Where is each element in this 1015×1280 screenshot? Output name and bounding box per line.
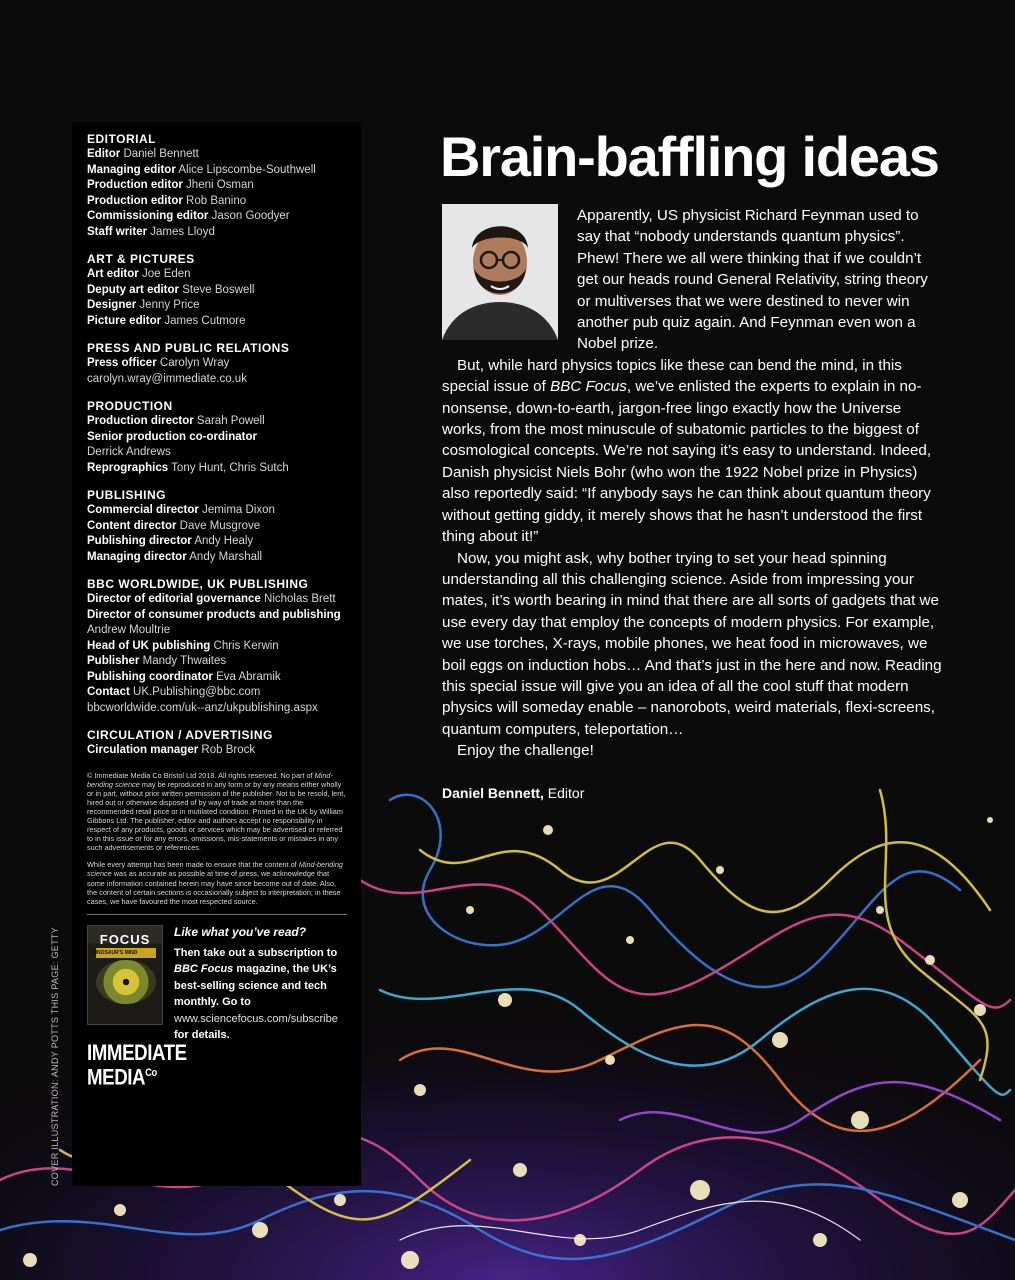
subscription-title: Like what you’ve read? xyxy=(174,924,307,939)
subscription-link[interactable]: www.sciencefocus.com/subscribe xyxy=(174,1012,338,1025)
credit-role: Senior production co-ordinator xyxy=(87,430,257,443)
credit-role: Staff writer xyxy=(87,225,148,238)
credit-role: Designer xyxy=(87,299,137,311)
article-paragraph-2: But, while hard physics topics like these can bend the mind, in this special issue of BBC Focus, we’ve enlisted the experts to explain in no-nonsense, down-to-earth, jargon-free lingo exactly how the Universe works, from the most minuscule of subatomic particles to the biggest of cosmological concepts. We’re not saying it’s easy to understand. Indeed, Danish physicist Niels Bohr (who won the 1922 Nobel prize in Physics) also reportedly said: “If anybody says he can think about quantum theory without getting giddy, it merely shows that he hasn’t understood the first thing about it!” xyxy=(442,356,932,546)
credit-name: Derrick Andrews xyxy=(87,446,171,458)
credit-row xyxy=(87,163,347,179)
credit-row xyxy=(87,209,347,225)
image-credit-vertical: COVER ILLUSTRATION: ANDY POTTS THIS PAGE: GETTY xyxy=(50,927,60,1186)
dinosaur-eye-image xyxy=(96,960,156,1004)
credit-section xyxy=(87,252,347,329)
credit-section-heading: CIRCULATION / ADVERTISING xyxy=(87,728,273,742)
credit-role: Publisher xyxy=(87,655,140,667)
credit-name: Dave Musgrove xyxy=(179,519,261,532)
credit-row xyxy=(87,267,347,283)
credit-role: Art editor xyxy=(87,268,139,280)
credit-row xyxy=(87,178,347,194)
credit-row xyxy=(87,225,347,241)
credit-role: Production director xyxy=(87,415,194,427)
credit-role: Commissioning editor xyxy=(87,210,209,222)
credit-row xyxy=(87,701,347,717)
credit-role: Director of consumer products and publishing xyxy=(87,608,341,621)
credit-row xyxy=(87,147,347,163)
credit-name: Steve Boswell xyxy=(182,283,255,296)
credit-name: Carolyn Wray xyxy=(159,357,230,369)
credit-row xyxy=(87,503,347,519)
credit-role: Director of editorial governance xyxy=(87,593,261,605)
credit-section-heading: ART & PICTURES xyxy=(87,252,195,266)
credit-section xyxy=(87,399,347,476)
credit-name: Jason Goodyer xyxy=(211,210,290,222)
credit-name: Andy Marshall xyxy=(189,550,263,563)
credit-row xyxy=(87,356,347,372)
credit-section-heading: BBC WORLDWIDE, UK PUBLISHING xyxy=(87,577,309,591)
credit-role: Deputy art editor xyxy=(87,283,180,296)
article-paragraph-3: Now, you might ask, why bother trying to set your head spinning understanding all this challenging science. Aside from impressing your mates, it’s worth bearing in mind that there are all sorts of gadgets that we use every day that employ the concepts of modern physics. For example, we use torches, X-rays, mobile phones, we heat food in microwaves, we boil eggs on induction hobs… And that’s just in the here and now. Reading this special issue will give you an idea of all the cool stuff that modern physics will someday enable – nanorobots, weird materials, flexi-screens, quantum computers, teleportation… xyxy=(442,549,942,738)
credit-name: Joe Eden xyxy=(141,268,191,280)
credit-section xyxy=(87,728,347,759)
divider xyxy=(87,914,347,915)
credit-role: Commercial director xyxy=(87,504,199,516)
credit-role: Managing director xyxy=(87,550,187,563)
credit-section xyxy=(87,488,347,565)
credit-name: Alice Lipscombe-Southwell xyxy=(178,163,316,176)
credit-role: Reprographics xyxy=(87,461,169,474)
credit-row xyxy=(87,639,347,655)
article-paragraph-1: Apparently, US physicist Richard Feynman used to say that “nobody understands quantum physics”. Phew! There we all were thinking that if we couldn’t get our heads round General Relativity, string theory or multiverses that we were destined to never win another pub quiz again. And Feynman even won a Nobel prize. xyxy=(577,207,928,353)
credit-name: James Cutmore xyxy=(164,314,246,327)
credit-name: Jenny Price xyxy=(139,299,200,311)
credit-role: Press officer xyxy=(87,357,157,369)
credit-role: Picture editor xyxy=(87,314,162,327)
credit-row xyxy=(87,592,347,608)
credit-role: Managing editor xyxy=(87,163,176,176)
credit-row xyxy=(87,519,347,535)
credit-row xyxy=(87,685,347,701)
credit-section-heading: EDITORIAL xyxy=(87,132,156,146)
credit-name: carolyn.wray@immediate.co.uk xyxy=(87,372,247,385)
credits-panel xyxy=(72,122,361,1186)
legal-notice xyxy=(87,771,347,906)
editor-signature: Daniel Bennett, Editor xyxy=(442,785,585,801)
subscription-body: Then take out a subscription to BBC Focus magazine, the UK’s best-selling science and tech monthly. Go to www.sciencefocus.com/subscribe for details. xyxy=(174,946,338,1042)
credit-role: Head of UK publishing xyxy=(87,639,211,652)
article-paragraph-4: Enjoy the challenge! xyxy=(457,742,594,760)
credit-row xyxy=(87,623,347,639)
magazine-cover-thumbnail[interactable] xyxy=(87,925,163,1025)
credit-section xyxy=(87,577,347,716)
credit-name: Chris Kerwin xyxy=(213,639,279,652)
credit-name: Jheni Osman xyxy=(186,179,254,191)
credit-role: Contact xyxy=(87,686,130,698)
credit-row xyxy=(87,283,347,299)
credit-role: Production editor xyxy=(87,194,183,207)
credit-name: Andrew Moultrie xyxy=(87,624,171,636)
credit-name: Jemima Dixon xyxy=(202,504,275,516)
legal-paragraph-1: © Immediate Media Co Bristol Ltd 2018. All rights reserved. No part of Mind-bending science may be reproduced in any form or by any means either wholly or in part, without prior written permission of the publisher. Not to be resold, lent, hired out or otherwise disposed of by way of trade at more than the recommended retail price or in mutilated condition. Printed in the UK by William Gibbons Ltd. The publisher, editor and authors accept no responsibility in respect of any products, goods or services which may be advertised or referred to in this issue or for any errors, omissions, mis-statements or mistakes in any such advertisements or references. xyxy=(87,770,346,853)
cover-masthead: FOCUS xyxy=(99,931,151,947)
credit-row xyxy=(87,445,347,461)
credit-name: Sarah Powell xyxy=(196,415,265,427)
credit-name: Rob Banino xyxy=(186,194,247,207)
credit-name: Daniel Bennett xyxy=(123,148,199,160)
credit-name: Tony Hunt, Chris Sutch xyxy=(171,461,289,474)
subscription-text xyxy=(174,925,344,1044)
credit-sections xyxy=(87,132,347,759)
credit-section-heading: PRODUCTION xyxy=(87,399,173,413)
credit-name: Mandy Thwaites xyxy=(142,655,227,667)
credit-section-heading: PUBLISHING xyxy=(87,488,167,502)
credit-role: Publishing director xyxy=(87,535,192,547)
credit-role: Content director xyxy=(87,519,177,532)
credit-row xyxy=(87,654,347,670)
credit-name: Eva Abramik xyxy=(216,670,281,683)
credit-role: Production editor xyxy=(87,179,183,191)
credit-row xyxy=(87,461,347,477)
credit-row xyxy=(87,314,347,330)
credit-row xyxy=(87,534,347,550)
credit-name: Andy Healy xyxy=(194,535,254,547)
credit-row xyxy=(87,430,347,446)
page-title: Brain-baffling ideas xyxy=(440,125,939,188)
credit-role: Publishing coordinator xyxy=(87,670,213,683)
credit-name: James Lloyd xyxy=(150,225,215,238)
credit-role: Editor xyxy=(87,148,121,160)
credit-row xyxy=(87,670,347,686)
credit-name: bbcworldwide.com/uk--anz/ukpublishing.aspx xyxy=(87,701,318,714)
credit-row xyxy=(87,743,347,759)
credit-name: Nicholas Brett xyxy=(264,593,336,605)
editorial-article xyxy=(442,205,942,762)
credit-row xyxy=(87,608,347,624)
credit-name: UK.Publishing@bbc.com xyxy=(133,686,261,698)
credit-row xyxy=(87,298,347,314)
credit-row xyxy=(87,414,347,430)
immediate-media-logo: IMMEDIATE $MEDIA^{Co}$ xyxy=(87,1039,187,1090)
credit-section xyxy=(87,132,347,240)
credit-row xyxy=(87,372,347,388)
credit-name: Rob Brock xyxy=(201,744,256,756)
credit-row xyxy=(87,194,347,210)
credit-section-heading: PRESS AND PUBLIC RELATIONS xyxy=(87,341,290,355)
credit-role: Circulation manager xyxy=(87,744,199,756)
subscription-promo xyxy=(87,924,347,1042)
legal-paragraph-2: While every attempt has been made to ensure that the content of Mind-bending science was as accurate as possible at time of press, we acknowledge that some information contained herein may have since become out of date. Also, the content of certain sections is occasionally subject to interpretation; in these cases, we have favoured the most respected source. xyxy=(87,860,343,906)
credit-row xyxy=(87,550,347,566)
cover-line: DINOSAUR'S MIND xyxy=(92,949,138,956)
credit-section xyxy=(87,341,347,387)
